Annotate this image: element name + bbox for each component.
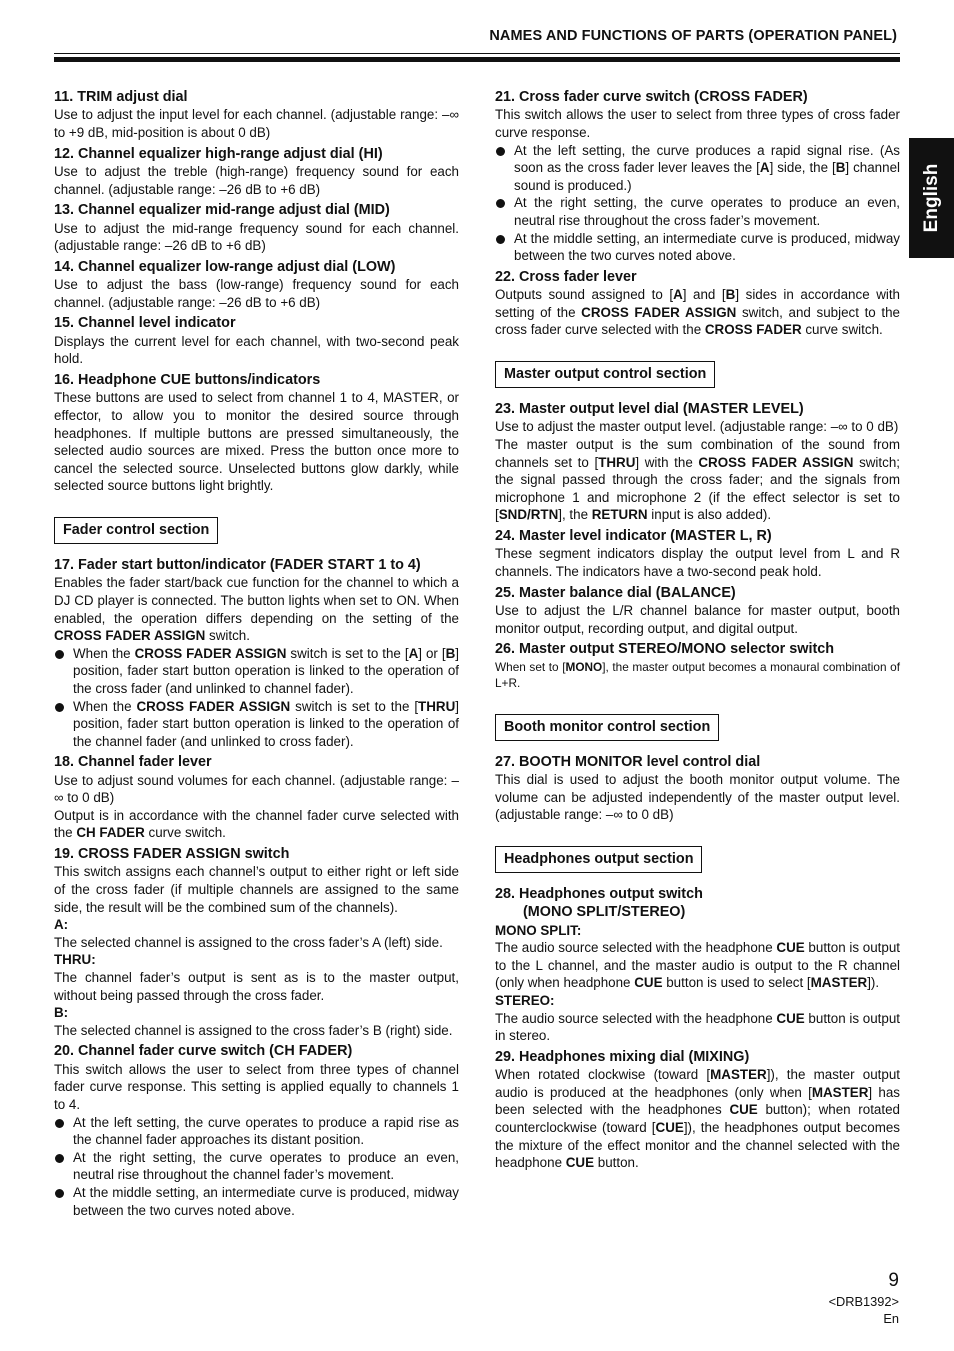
section-20-title: 20. Channel fader curve switch (CH FADER)	[54, 1043, 353, 1060]
section-22-title: 22. Cross fader lever	[495, 268, 637, 285]
booth-monitor-section-box: Booth monitor control section	[495, 714, 719, 741]
section-11-body: Use to adjust the input level for each channel. (adjustable range: –∞ to +9 dB, mid-position is about 0 dB)	[54, 107, 459, 140]
section-26-body: When set to [MONO], the master output becomes a monaural combination of L+R.	[495, 659, 900, 691]
section-17-body: Enables the fader start/back cue function for the channel to which a DJ CD player is connected. The button lights when set to ON. When enabled, the operation differs depending on the setting of the CROSS FADER ASSIGN switch.	[54, 575, 459, 644]
section-24-title: 24. Master level indicator (MASTER L, R)	[495, 527, 772, 544]
section-19-title: 19. CROSS FADER ASSIGN switch	[54, 846, 290, 863]
list-item: At the right setting, the curve operates to produce an even, neutral rise throughout the cross fader’s movement.	[495, 194, 900, 229]
right-column	[495, 88, 900, 1172]
section-28-mono-label: MONO SPLIT:	[495, 922, 582, 938]
section-17-bullets	[54, 645, 459, 751]
section-29-title: 29. Headphones mixing dial (MIXING)	[495, 1048, 750, 1065]
section-28-stereo-text: The audio source selected with the headphone CUE button is output in stereo.	[495, 1010, 900, 1044]
section-23-body-1: Use to adjust the master output level. (adjustable range: –∞ to 0 dB)	[495, 419, 899, 435]
section-19-a-text: The selected channel is assigned to the cross fader’s A (left) side.	[54, 934, 443, 950]
list-item: At the left setting, the curve produces a rapid signal rise. (As soon as the cross fader lever leaves the [A] side, the [B] channel sound is produced.)	[495, 142, 900, 195]
section-25-body: Use to adjust the L/R channel balance for master output, booth monitor output, recording output, and digital output.	[495, 602, 900, 636]
list-item: At the left setting, the curve operates to produce a rapid rise as the channel fader approaches its distant position.	[54, 1114, 459, 1149]
list-item: At the middle setting, an intermediate curve is produced, midway between the two curves noted above.	[495, 230, 900, 265]
language-tab	[909, 138, 954, 258]
section-11-title: 11. TRIM adjust dial	[54, 89, 188, 105]
section-12-body: Use to adjust the treble (high-range) frequency sound for each channel. (adjustable range: –26 dB to +6 dB)	[54, 164, 459, 197]
section-20-bullets	[54, 1114, 459, 1220]
section-13-body: Use to adjust the mid-range frequency sound for each channel. (adjustable range: –26 dB to +6 dB)	[54, 220, 459, 254]
section-21-body: This switch allows the user to select from three types of cross fader curve response.	[495, 107, 900, 140]
master-output-section-box: Master output control section	[495, 361, 715, 388]
section-27-body: This dial is used to adjust the booth monitor output volume. The volume can be adjusted independently of the master output level. (adjustable range: –∞ to 0 dB)	[495, 772, 900, 823]
document-code: <DRB1392> En	[828, 1294, 899, 1326]
section-18-title: 18. Channel fader lever	[54, 754, 212, 771]
page-number: 9	[888, 1270, 899, 1291]
headphones-output-section-box: Headphones output section	[495, 846, 702, 873]
section-28-mono-text: The audio source selected with the headphone CUE button is output to the L channel, and the master audio is output to the R channel (only when headphone CUE button is used to select [MASTER]).	[495, 940, 900, 991]
section-19-a-label: A:	[54, 917, 69, 933]
language-tab-label: English	[920, 163, 942, 233]
section-23-title: 23. Master output level dial (MASTER LEVEL)	[495, 400, 804, 417]
list-item: At the right setting, the curve operates to produce an even, neutral rise throughout the channel fader’s movement.	[54, 1149, 459, 1184]
section-26-title: 26. Master output STEREO/MONO selector switch	[495, 641, 835, 658]
section-12-title: 12. Channel equalizer high-range adjust dial (HI)	[54, 145, 383, 162]
header-rule-thin	[54, 53, 900, 54]
section-18-body-1: Use to adjust sound volumes for each channel. (adjustable range: –∞ to 0 dB)	[54, 772, 459, 806]
list-item: When the CROSS FADER ASSIGN switch is set to the [THRU] position, fader start button operation is linked to the operation of the channel fader (and unlinked to cross fader).	[54, 698, 459, 751]
page-header-title: NAMES AND FUNCTIONS OF PARTS (OPERATION PANEL)	[489, 28, 897, 44]
section-16-body: These buttons are used to select from channel 1 to 4, MASTER, or effector, to allow you to monitor the desired source through headphones. If multiple buttons are pressed simultaneously, the selected audio sources are mixed. Press the button once more to cancel the selected source. Unselected buttons glow darkly, while selected source buttons light brightly.	[54, 390, 459, 494]
header-rule-thick	[54, 57, 900, 62]
section-13-title: 13. Channel equalizer mid-range adjust dial (MID)	[54, 202, 390, 219]
fader-control-section-box: Fader control section	[54, 517, 218, 544]
section-21-bullets	[495, 142, 900, 265]
section-16-title: 16. Headphone CUE buttons/indicators	[54, 371, 321, 388]
section-19-thru-label: THRU:	[54, 952, 96, 968]
list-item: At the middle setting, an intermediate curve is produced, midway between the two curves noted above.	[54, 1184, 459, 1219]
left-column	[54, 88, 459, 1219]
section-22-body: Outputs sound assigned to [A] and [B] sides in accordance with setting of the CROSS FADER ASSIGN switch, and subject to the cross fader curve selected with the CROSS FADER curve switch.	[495, 287, 901, 338]
section-19-thru-text: The channel fader’s output is sent as is to the master output, without being passed through the cross fader.	[54, 970, 459, 1003]
section-20-body: This switch allows the user to select from three types of channel fader curve response. This setting is applied equally to channels 1 to 4.	[54, 1061, 459, 1112]
section-23-body-2: The master output is the sum combination of the sound from channels set to [THRU] with the CROSS FADER ASSIGN switch; the signal passed through the cross fader; and the signals from microphone 1 and microphone 2 (if the effect selector is set to [SND/RTN], the RETURN input is also added).	[495, 436, 900, 523]
section-25-title: 25. Master balance dial (BALANCE)	[495, 584, 736, 601]
section-19-b-label: B:	[54, 1005, 69, 1021]
section-28-stereo-label: STEREO:	[495, 993, 555, 1009]
section-19-body: This switch assigns each channel’s output to either right or left side of the cross fader (if multiple channels are assigned to the same side, the result will be the combined sum of the channels).	[54, 864, 459, 915]
section-14-body: Use to adjust the bass (low-range) frequency sound for each channel. (adjustable range: –26 dB to +6 dB)	[54, 277, 459, 310]
section-27-title: 27. BOOTH MONITOR level control dial	[495, 753, 761, 770]
section-28-title: 28. Headphones output switch (MONO SPLIT/STEREO)	[495, 885, 703, 921]
section-14-title: 14. Channel equalizer low-range adjust dial (LOW)	[54, 258, 396, 275]
list-item: When the CROSS FADER ASSIGN switch is set to the [A] or [B] position, fader start button operation is linked to the operation of the cross fader (and unlinked to channel fader).	[54, 645, 459, 698]
section-21-title: 21. Cross fader curve switch (CROSS FADER)	[495, 89, 808, 105]
section-17-title: 17. Fader start button/indicator (FADER START 1 to 4)	[54, 556, 421, 573]
section-24-body: These segment indicators display the output level from L and R channels. The indicators have a two-second peak hold.	[495, 546, 900, 579]
section-19-b-text: The selected channel is assigned to the cross fader’s B (right) side.	[54, 1022, 453, 1038]
section-15-title: 15. Channel level indicator	[54, 315, 236, 332]
section-18-body-2: Output is in accordance with the channel fader curve selected with the CH FADER curve switch.	[54, 807, 459, 841]
section-29-body: When rotated clockwise (toward [MASTER]), the master output audio is produced at the headphones (only when [MASTER] has been selected with the headphones CUE button); when rotated counterclockwise (toward [CUE]), the headphones output becomes the mixture of the effect monitor and the channel selected with the headphone CUE button.	[495, 1067, 901, 1171]
section-15-body: Displays the current level for each channel, with two-second peak hold.	[54, 333, 459, 367]
